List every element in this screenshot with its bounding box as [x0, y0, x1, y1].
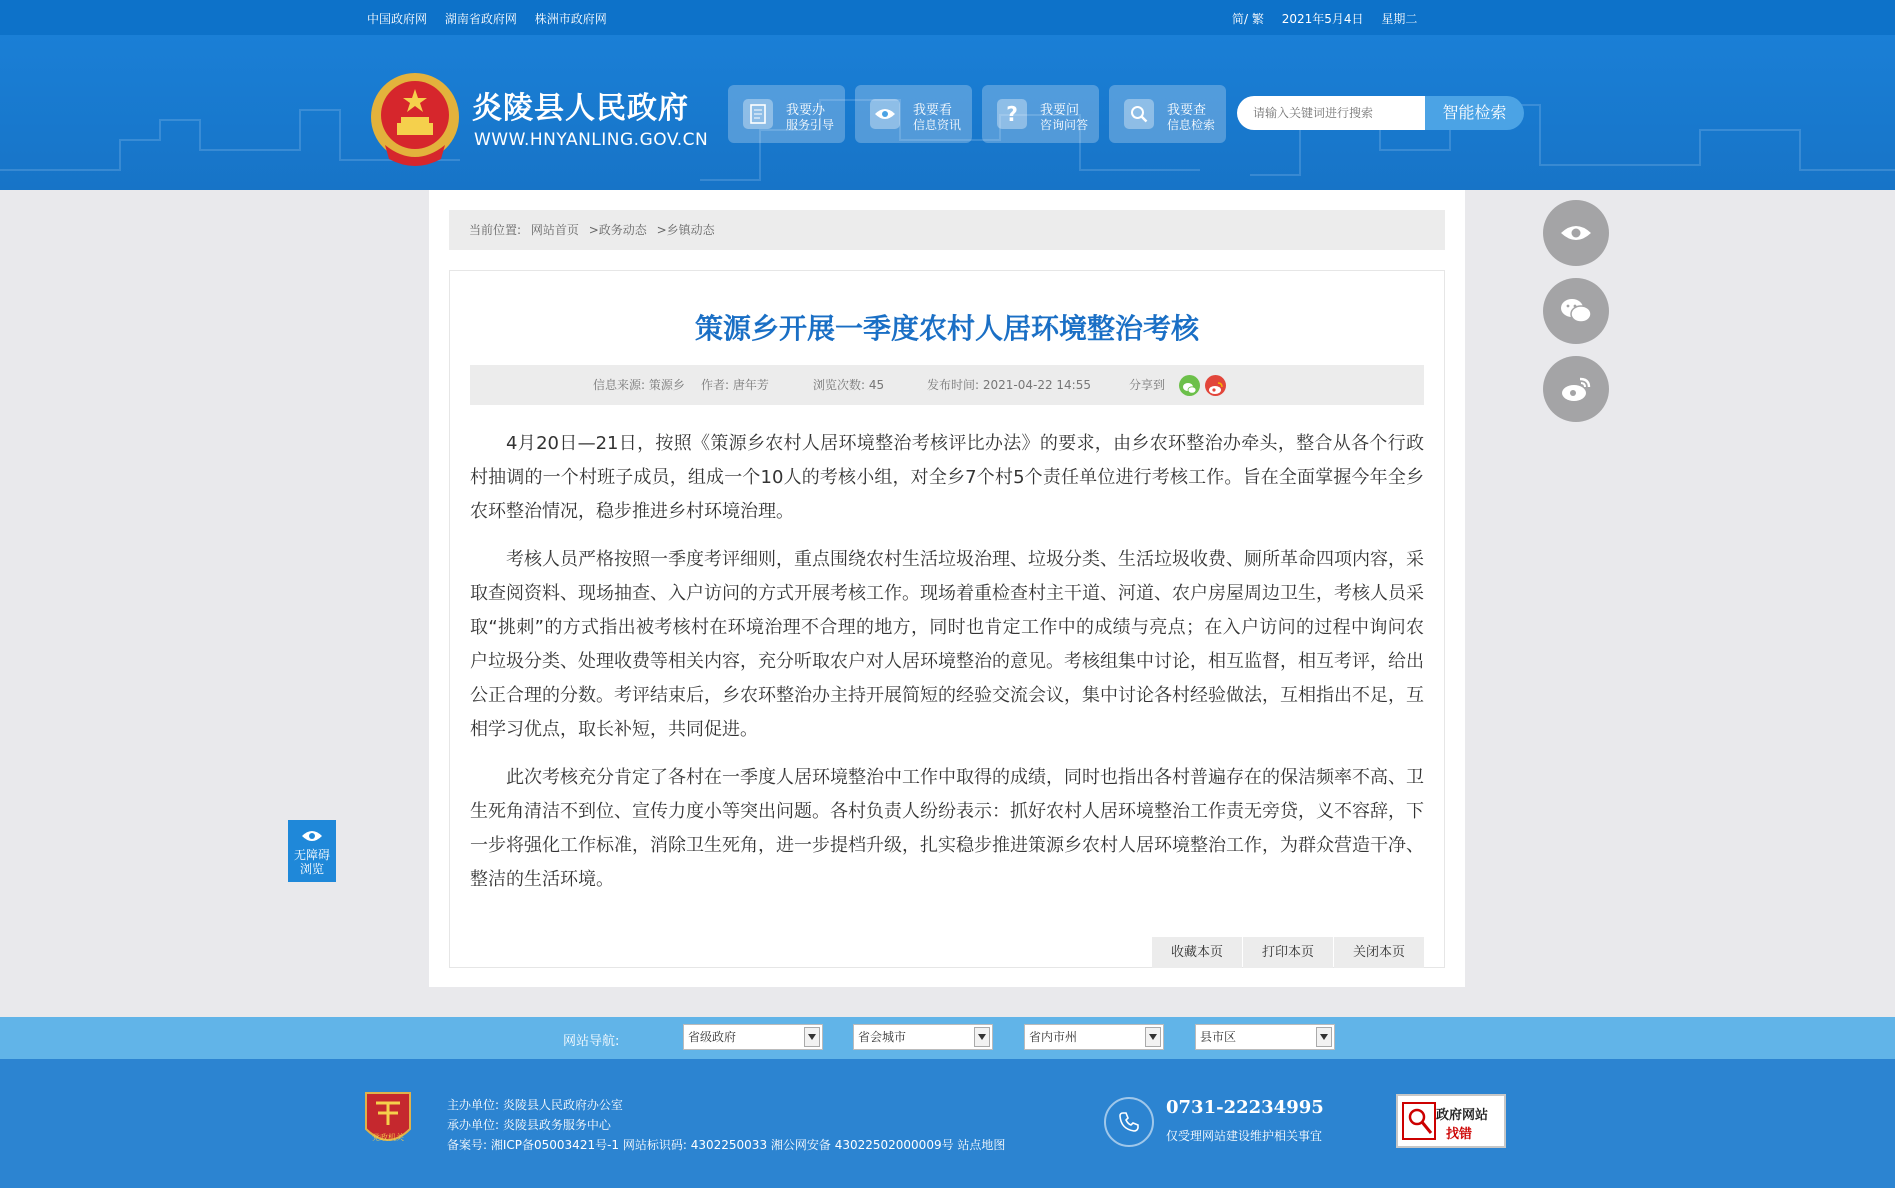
site-name[interactable]: 炎陵县人民政府: [472, 91, 689, 126]
service-subtitle: 信息检索: [1167, 118, 1216, 132]
breadcrumb-towns[interactable]: >乡镇动态: [656, 223, 715, 237]
site-nav-bar: [0, 1017, 1895, 1059]
top-links: [367, 10, 621, 27]
article-published: 发布时间: 2021-04-22 14:55: [927, 378, 1091, 392]
service-wen-button[interactable]: [982, 85, 1099, 143]
site-header: [0, 35, 1895, 190]
weibo-icon: [1560, 375, 1592, 403]
chevron-down-icon: [804, 1027, 820, 1047]
wechat-icon: [1559, 297, 1593, 325]
select-value: 省级政府: [688, 1030, 737, 1044]
service-subtitle: 咨询问答: [1040, 118, 1089, 132]
select-counties[interactable]: [1195, 1024, 1335, 1050]
weibo-share-icon[interactable]: [1205, 375, 1226, 396]
search-icon: [1124, 99, 1154, 129]
chevron-down-icon: [1316, 1027, 1332, 1047]
article-title: 策源乡开展一季度农村人居环境整治考核: [694, 312, 1199, 345]
error-label-2: 找错: [1446, 1127, 1473, 1142]
eye-icon: [1560, 223, 1592, 243]
party-gov-emblem-icon[interactable]: [362, 1089, 414, 1151]
service-banli-button[interactable]: [728, 85, 845, 143]
search-button[interactable]: 智能检索: [1425, 96, 1524, 130]
service-title: 我要办: [786, 103, 826, 118]
float-weibo-button[interactable]: [1543, 356, 1609, 422]
article-paragraph: 此次考核充分肯定了各村在一季度人居环境整治中工作中取得的成绩，同时也指出各村普遍存在的保洁频率不高、卫生死角清洁不到位、宣传力度小等突出问题。各村负责人纷纷表示：抓好农村人居环境整治工作责无旁贷，义不容辞，下一步将强化工作标准，消除卫生死角，进一步提档升级，扎实稳步推进策源乡农村人居环境整治工作，为群众营造干净、整洁的生活环境。: [470, 767, 1424, 890]
eye-icon: [870, 99, 900, 129]
question-icon: ?: [997, 99, 1027, 129]
article-source: 信息来源: 策源乡: [593, 378, 685, 392]
breadcrumb-label: 当前位置:: [469, 223, 522, 237]
site-footer: [0, 1059, 1895, 1188]
current-weekday: 星期二: [1381, 12, 1418, 26]
service-title: 我要查: [1167, 103, 1207, 118]
service-subtitle: 信息资讯: [913, 118, 962, 132]
document-icon: [743, 99, 773, 129]
article-body: [470, 427, 1424, 911]
footer-phone-note: 仅受理网站建设维护相关事宜: [1166, 1129, 1323, 1143]
magnifier-icon: [1402, 1102, 1436, 1140]
national-emblem-icon: [367, 69, 463, 173]
footer-info: [447, 1095, 1005, 1155]
service-subtitle: 服务引导: [786, 118, 835, 132]
main-content: [429, 190, 1465, 987]
footer-record[interactable]: 备案号: 湘ICP备05003421号-1 网站标识码: 4302250033 湘公网安备 43022502000009号 站点地图: [447, 1138, 1006, 1152]
article: [449, 270, 1445, 968]
wechat-share-icon[interactable]: [1179, 375, 1200, 396]
select-capital-cities[interactable]: [853, 1024, 993, 1050]
service-title: 我要问: [1040, 103, 1080, 118]
phone-icon: [1104, 1097, 1154, 1147]
select-value: 省内市州: [1029, 1030, 1078, 1044]
float-wechat-button[interactable]: [1543, 278, 1609, 344]
article-paragraph: 4月20日—21日，按照《策源乡农村人居环境整治考核评比办法》的要求，由乡农环整治办牵头，整合从各个行政村抽调的一个村班子成员，组成一个10人的考核小组，对全乡7个村5个责任单位进行考核工作。旨在全面掌握今年全乡农环整治情况，稳步推进乡村环境治理。: [470, 433, 1424, 522]
share-label: 分享到: [1129, 378, 1166, 392]
favorite-page-button[interactable]: 收藏本页: [1152, 937, 1242, 968]
footer-host: 主办单位: 炎陵县人民政府办公室: [447, 1098, 623, 1112]
link-gov-cn[interactable]: 中国政府网: [367, 12, 428, 26]
article-paragraph: 考核人员严格按照一季度考评细则，重点围绕农村生活垃圾治理、垃圾分类、生活垃圾收费、厕所革命四项内容，采取查阅资料、现场抽查、入户访问的方式开展考核工作。现场着重检查村主干道、河道、农户房屋周边卫生，考核人员采取“挑刺”的方式指出被考核村在环境治理不合理的地方，同时也肯定工作中的成绩与亮点；在入户访问的过程中询问农户垃圾分类、处理收费等相关内容，充分听取农户对人居环境整治的意见。考核组集中讨论，相互监督，相互考评，给出公正合理的分数。考评结束后，乡农环整治办主持开展简短的经验交流会议，集中讨论各村经验做法，互相指出不足，互相学习优点，取长补短，共同促进。: [470, 549, 1424, 740]
search-input[interactable]: [1237, 96, 1425, 130]
accessibility-label-1: 无障碍: [293, 848, 330, 862]
footer-phone: 0731-22234995: [1166, 1097, 1324, 1118]
accessibility-button[interactable]: [288, 820, 336, 882]
article-views: 浏览次数: 45: [813, 378, 885, 392]
select-provincial-gov[interactable]: [683, 1024, 823, 1050]
site-nav-label: 网站导航:: [563, 1034, 620, 1049]
site-url: WWW.HNYANLING.GOV.CN: [474, 130, 709, 150]
select-province-cities[interactable]: [1024, 1024, 1164, 1050]
emblem-text: 党政机关: [372, 1133, 404, 1142]
chevron-down-icon: [1145, 1027, 1161, 1047]
lang-switch[interactable]: 简/ 繁: [1232, 12, 1264, 26]
link-zhuzhou-gov[interactable]: 株洲市政府网: [534, 12, 607, 26]
article-author: 作者: 唐年芳: [701, 378, 769, 392]
service-kan-button[interactable]: [855, 85, 972, 143]
breadcrumb: [449, 210, 1445, 250]
breadcrumb-home[interactable]: 网站首页: [530, 223, 579, 237]
article-meta: [470, 365, 1424, 405]
select-value: 县市区: [1200, 1030, 1237, 1044]
top-bar: [0, 0, 1895, 35]
top-right-info: [1232, 10, 1431, 27]
service-cha-button[interactable]: [1109, 85, 1226, 143]
eye-icon: [301, 829, 323, 843]
float-eye-button[interactable]: [1543, 200, 1609, 266]
print-page-button[interactable]: 打印本页: [1243, 937, 1333, 968]
gov-site-error-report-button[interactable]: [1396, 1094, 1506, 1148]
error-label-1: 政府网站: [1436, 1108, 1489, 1123]
breadcrumb-politics[interactable]: >政务动态: [588, 223, 647, 237]
current-date: 2021年5月4日: [1281, 12, 1364, 26]
footer-undertaker: 承办单位: 炎陵县政务服务中心: [447, 1118, 611, 1132]
chevron-down-icon: [974, 1027, 990, 1047]
select-value: 省会城市: [858, 1030, 907, 1044]
service-title: 我要看: [913, 103, 953, 118]
close-page-button[interactable]: 关闭本页: [1334, 937, 1424, 968]
article-actions: [1151, 937, 1424, 968]
link-hunan-gov[interactable]: 湖南省政府网: [444, 12, 517, 26]
accessibility-label-2: 浏览: [299, 862, 324, 876]
